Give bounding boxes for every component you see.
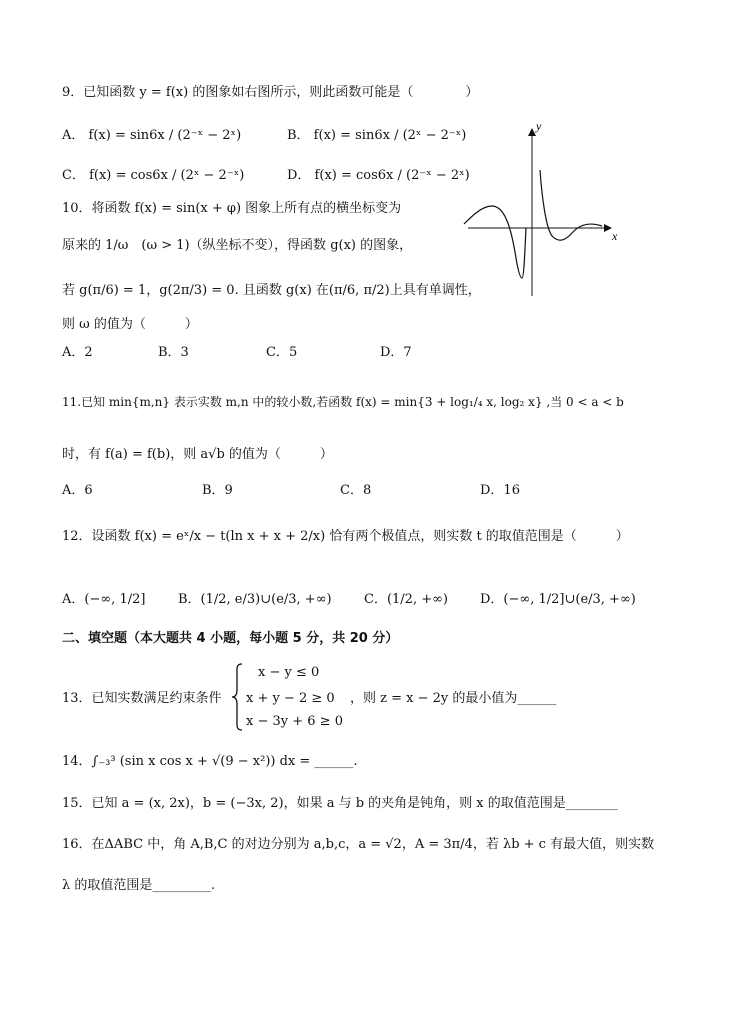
q10-option-b: B．3 <box>158 345 189 360</box>
q11-line-2: 时，有 f(a) = f(b)，则 a√b 的值为（ ） <box>62 447 333 462</box>
y-axis-label: y <box>536 119 542 133</box>
y-axis-arrow <box>528 128 536 136</box>
q11-option-c: C．8 <box>340 483 372 498</box>
curve-left-branch <box>464 206 526 278</box>
q10-line-4: 则 ω 的值为（ ） <box>62 317 198 332</box>
q12-option-b: B．(1/2, e/3)∪(e/3, +∞) <box>178 592 332 607</box>
q13-constraint-3: x − 3y + 6 ≥ 0 <box>246 714 343 729</box>
q13-constraint-2: x + y − 2 ≥ 0 <box>246 691 335 706</box>
q12-option-c: C．(1/2, +∞) <box>364 592 448 607</box>
q13-lead: 13．已知实数满足约束条件 <box>62 691 222 706</box>
section-2-heading: 二、填空题（本大题共 4 小题，每小题 5 分，共 20 分） <box>62 631 399 646</box>
q11-option-b: B．9 <box>202 483 233 498</box>
q13-constraint-1: x − y ≤ 0 <box>258 665 320 680</box>
q9-option-b: B． f(x) = sin6x / (2ˣ − 2⁻ˣ) <box>287 128 467 143</box>
q12-option-d: D．(−∞, 1/2]∪(e/3, +∞) <box>480 592 636 607</box>
q10-option-d: D．7 <box>380 345 412 360</box>
q9-option-a: A． f(x) = sin6x / (2⁻ˣ − 2ˣ) <box>62 128 242 143</box>
q10-option-a: A．2 <box>62 345 93 360</box>
q10-line-3: 若 g(π/6) = 1，g(2π/3) = 0. 且函数 g(x) 在(π/6, π/2)上具有单调性， <box>62 283 481 298</box>
q11-option-a: A．6 <box>62 483 93 498</box>
q13-tail: ，则 z = x − 2y 的最小值为______ <box>350 691 557 706</box>
q9-stem: 9．已知函数 y = f(x) 的图象如右图所示，则此函数可能是（ ） <box>62 85 479 100</box>
q16-line-1: 16．在ΔABC 中，角 A,B,C 的对边分别为 a,b,c，a = √2，A = 3π/4，若 λb + c 有最大值，则实数 <box>62 837 655 852</box>
q9-option-c: C． f(x) = cos6x / (2ˣ − 2⁻ˣ) <box>62 168 245 183</box>
q10-line-2: 原来的 1/ω (ω > 1)（纵坐标不变），得函数 g(x) 的图象， <box>62 238 413 253</box>
q11-option-d: D．16 <box>480 483 520 498</box>
q14-text: 14．∫₋₃³ (sin x cos x + √(9 − x²)) dx = ______. <box>62 754 358 769</box>
function-graph-figure <box>462 118 622 300</box>
q10-line-1: 10．将函数 f(x) = sin(x + φ) 图象上所有点的横坐标变为 <box>62 201 402 216</box>
curve-right-branch <box>540 170 602 240</box>
x-axis-arrow <box>604 224 612 232</box>
q13-brace <box>230 662 244 732</box>
q11-line-1: 11.已知 min{m,n} 表示实数 m,n 中的较小数,若函数 f(x) = min{3 + log₁/₄ x, log₂ x} ,当 0 < a < b <box>62 395 624 409</box>
q12-line-1: 12．设函数 f(x) = eˣ/x − t(ln x + x + 2/x) 恰有两个极值点，则实数 t 的取值范围是（ ） <box>62 529 629 544</box>
q9-option-d: D． f(x) = cos6x / (2⁻ˣ − 2ˣ) <box>287 168 470 183</box>
q16-line-2: λ 的取值范围是_________. <box>62 878 216 893</box>
q15-text: 15．已知 a = (x, 2x)，b = (−3x, 2)，如果 a 与 b 的夹角是钝角，则 x 的取值范围是________ <box>62 796 618 811</box>
q10-option-c: C．5 <box>266 345 298 360</box>
x-axis-label: x <box>612 229 618 243</box>
q12-option-a: A．(−∞, 1/2] <box>62 592 146 607</box>
